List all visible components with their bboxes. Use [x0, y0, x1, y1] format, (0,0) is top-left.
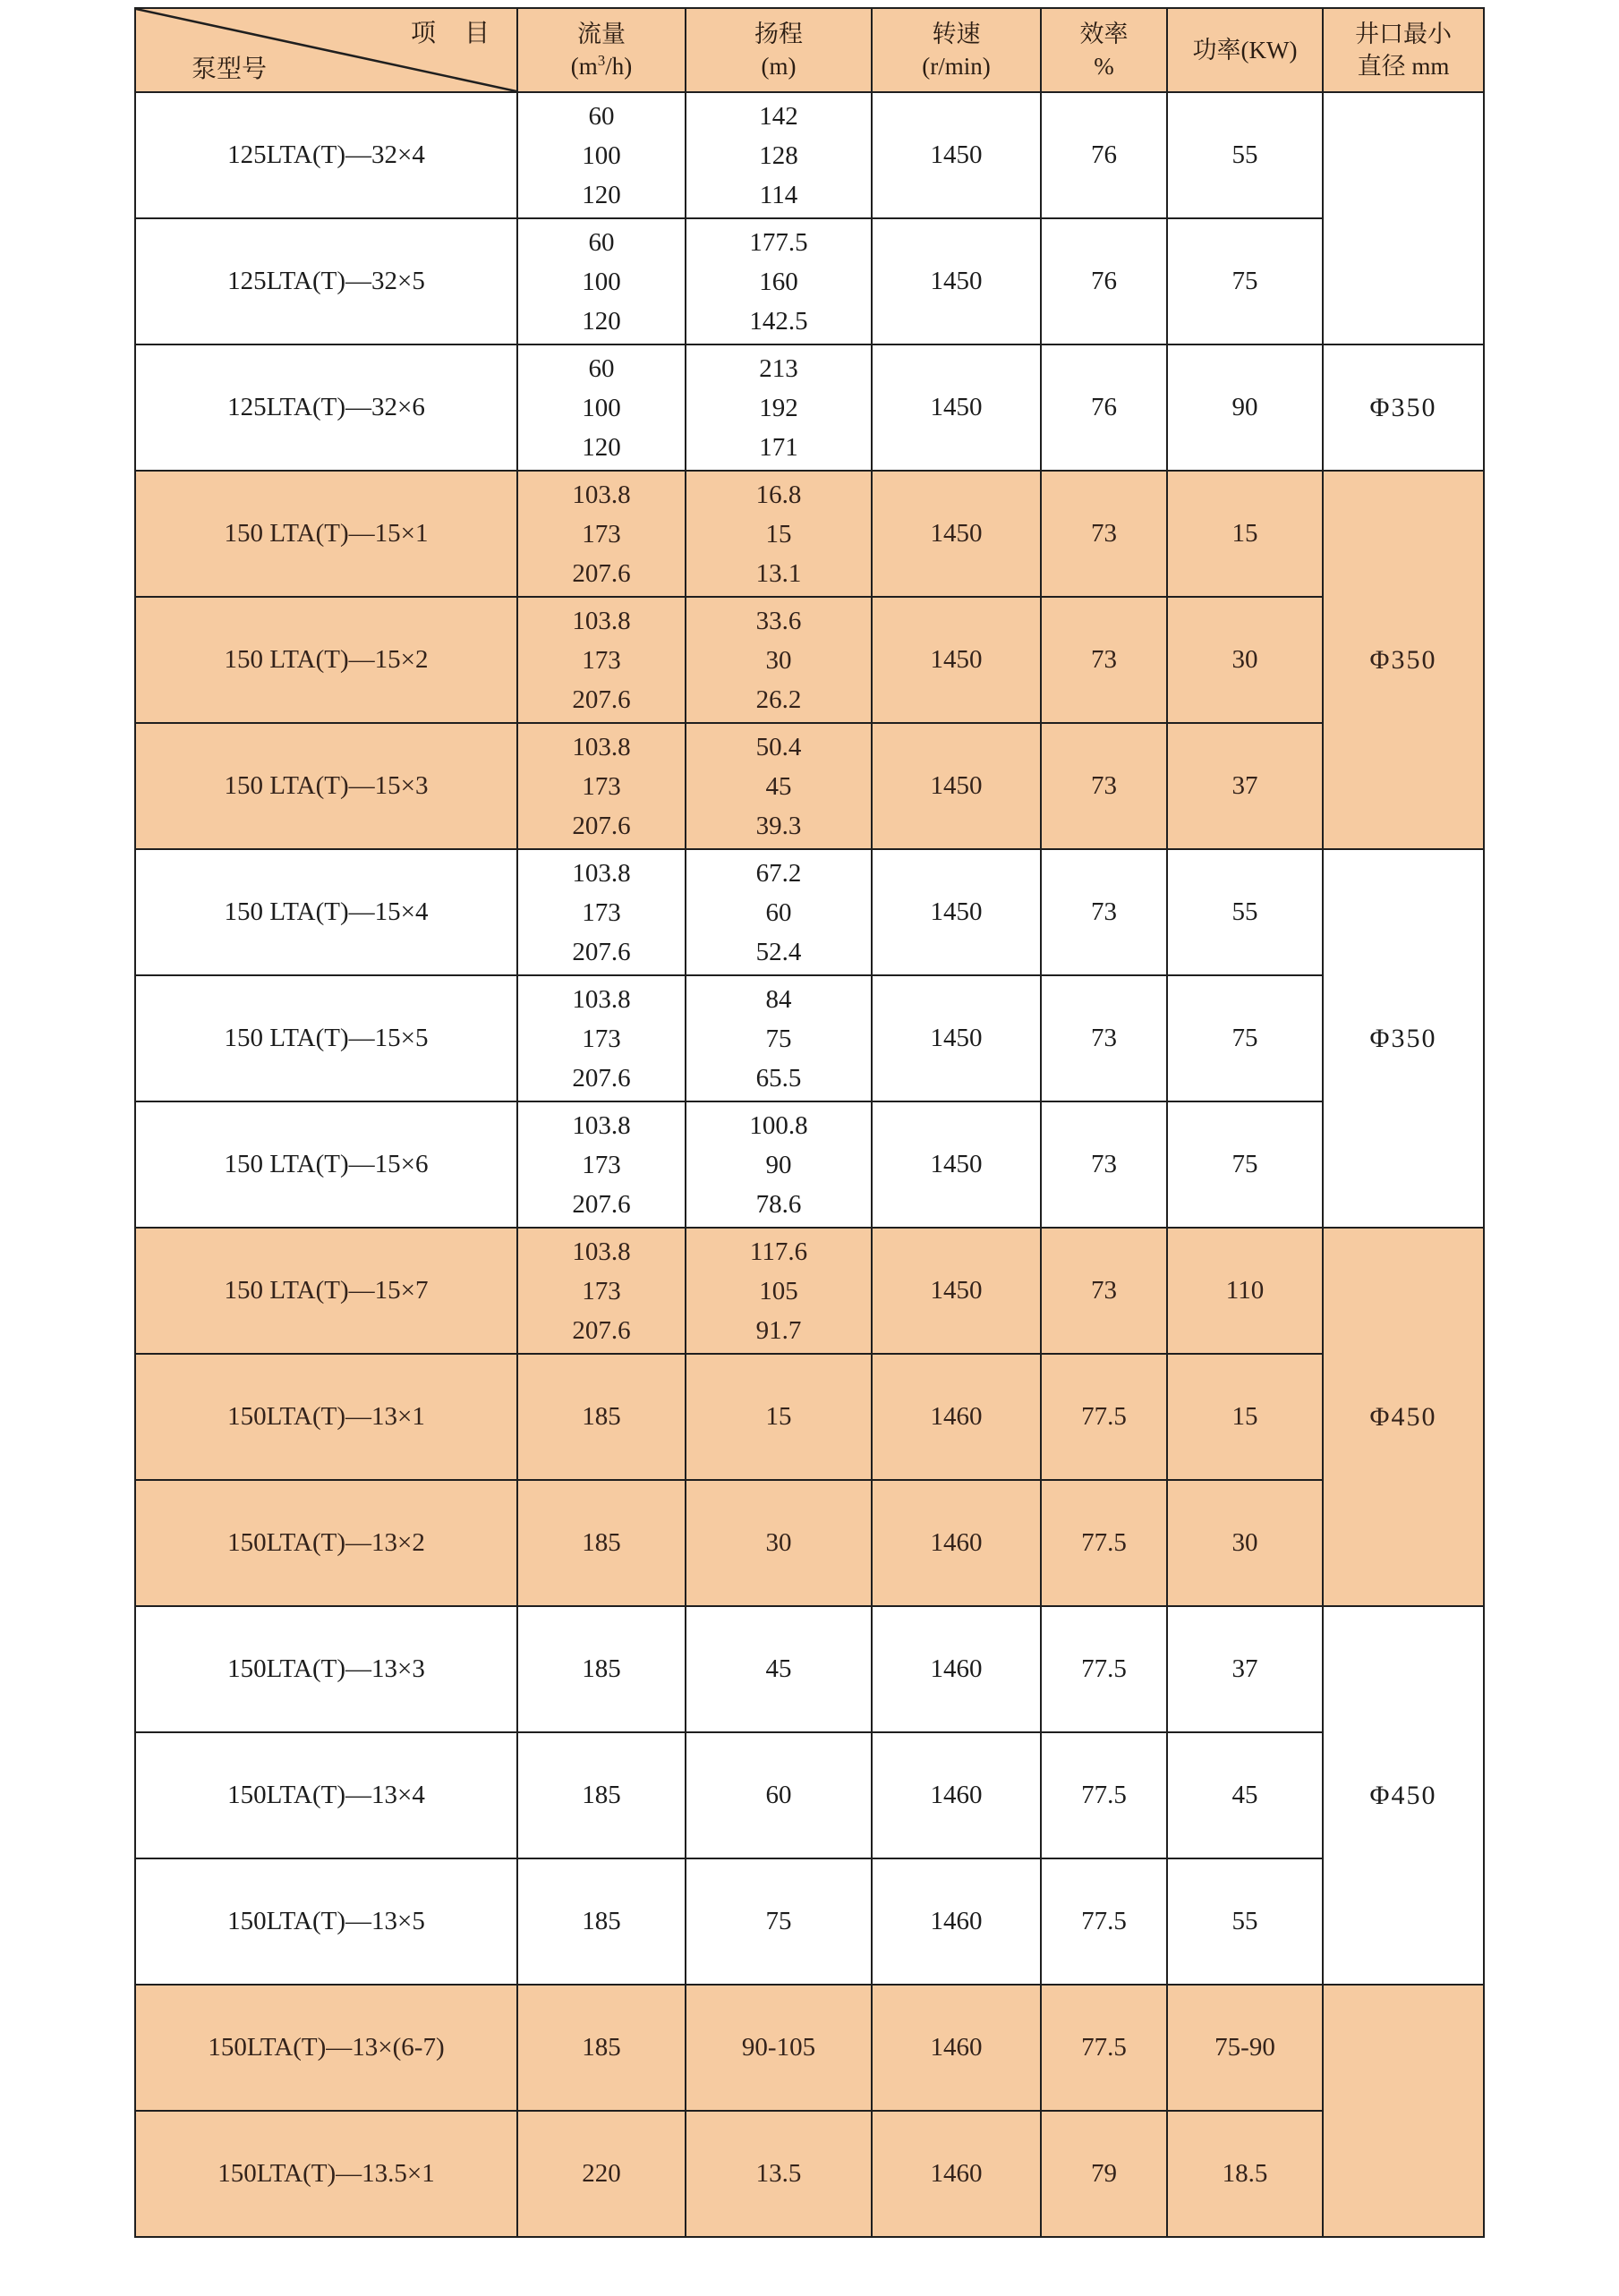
flow-cell [517, 1101, 686, 1228]
power-cell: 30 [1167, 597, 1323, 723]
model-cell: 125LTA(T)—32×5 [135, 218, 517, 344]
power-cell: 45 [1167, 1732, 1323, 1858]
flow-cell: 185 [517, 1985, 686, 2111]
value-line: 60 [588, 101, 615, 131]
flow-cell: 185 [517, 1354, 686, 1480]
head-cell [686, 723, 872, 849]
value-line: 78.6 [755, 1189, 802, 1219]
value-line: 207.6 [572, 685, 631, 714]
efficiency-cell: 76 [1041, 92, 1167, 218]
speed-cell: 1450 [872, 92, 1041, 218]
table-row [135, 92, 1484, 218]
value-line: 45 [765, 771, 792, 801]
flow-cell: 185 [517, 1606, 686, 1732]
efficiency-cell: 76 [1041, 344, 1167, 471]
value-line: 128 [759, 140, 798, 170]
speed-cell: 1460 [872, 1858, 1041, 1985]
model-cell: 150LTA(T)—13×(6-7) [135, 1985, 517, 2111]
value-line: 60 [588, 353, 615, 383]
header-efficiency-unit: % [1094, 53, 1114, 80]
power-cell: 110 [1167, 1228, 1323, 1354]
model-cell: 150 LTA(T)—15×4 [135, 849, 517, 975]
power-cell: 30 [1167, 1480, 1323, 1606]
value-line: 65.5 [755, 1063, 802, 1093]
value-line: 13.1 [755, 558, 802, 588]
flow-cell [517, 597, 686, 723]
flow-cell [517, 92, 686, 218]
power-cell: 55 [1167, 92, 1323, 218]
table-row [135, 344, 1484, 471]
table-row [135, 723, 1484, 849]
value-line: 105 [759, 1276, 798, 1305]
speed-cell: 1450 [872, 597, 1041, 723]
speed-cell: 1450 [872, 1101, 1041, 1228]
value-line: 173 [582, 897, 621, 927]
efficiency-cell: 73 [1041, 471, 1167, 597]
efficiency-cell: 77.5 [1041, 1858, 1167, 1985]
value-line: 52.4 [755, 937, 802, 966]
value-line: 100 [582, 393, 621, 422]
head-cell [686, 597, 872, 723]
value-line: 67.2 [755, 858, 802, 888]
power-cell: 75 [1167, 218, 1323, 344]
efficiency-cell: 77.5 [1041, 1606, 1167, 1732]
power-cell: 55 [1167, 1858, 1323, 1985]
model-cell: 150 LTA(T)—15×5 [135, 975, 517, 1101]
well-diameter-cell [1323, 92, 1484, 344]
efficiency-cell: 73 [1041, 723, 1167, 849]
table-row [135, 849, 1484, 975]
header-speed [872, 8, 1041, 92]
flow-cell [517, 975, 686, 1101]
value-line: 173 [582, 645, 621, 675]
speed-cell: 1450 [872, 471, 1041, 597]
header-row [135, 8, 1484, 92]
value-line: 173 [582, 1024, 621, 1053]
table-row [135, 975, 1484, 1101]
value-line: 207.6 [572, 811, 631, 840]
header-head-unit: (m) [761, 53, 797, 80]
value-line: 103.8 [572, 1237, 631, 1266]
efficiency-cell: 76 [1041, 218, 1167, 344]
value-line: 15 [765, 519, 792, 548]
model-cell: 125LTA(T)—32×4 [135, 92, 517, 218]
value-line: 75 [765, 1024, 792, 1053]
table-row [135, 1101, 1484, 1228]
well-diameter-cell: Φ450 [1323, 1228, 1484, 1606]
value-line: 91.7 [755, 1315, 802, 1345]
well-diameter-cell: Φ350 [1323, 471, 1484, 849]
efficiency-cell: 77.5 [1041, 1985, 1167, 2111]
table-row [135, 1732, 1484, 1858]
value-line: 213 [759, 353, 798, 383]
head-cell: 15 [686, 1354, 872, 1480]
table-row [135, 1228, 1484, 1354]
value-line: 117.6 [749, 1237, 808, 1266]
flow-cell [517, 471, 686, 597]
value-line: 39.3 [755, 811, 802, 840]
header-flow-unit: $(m^3/h)$ [570, 52, 633, 80]
flow-cell: 185 [517, 1480, 686, 1606]
head-cell [686, 344, 872, 471]
flow-cell [517, 1228, 686, 1354]
header-well-line2: 直径 mm [1357, 53, 1450, 80]
head-cell [686, 218, 872, 344]
value-line: 60 [765, 897, 792, 927]
model-cell: 150 LTA(T)—15×6 [135, 1101, 517, 1228]
flow-cell: 185 [517, 1858, 686, 1985]
value-line: 173 [582, 1276, 621, 1305]
table-row [135, 1354, 1484, 1480]
head-cell [686, 975, 872, 1101]
power-cell: 15 [1167, 1354, 1323, 1480]
head-cell [686, 1228, 872, 1354]
header-head [686, 8, 872, 92]
header-flow-title: 流量 [577, 21, 626, 47]
head-cell: 90-105 [686, 1985, 872, 2111]
header-efficiency [1041, 8, 1167, 92]
flow-cell [517, 849, 686, 975]
model-cell: 150 LTA(T)—15×3 [135, 723, 517, 849]
power-cell: 75 [1167, 975, 1323, 1101]
header-flow [517, 8, 686, 92]
speed-cell: 1460 [872, 2111, 1041, 2237]
efficiency-cell: 73 [1041, 975, 1167, 1101]
table-row [135, 597, 1484, 723]
well-diameter-cell [1323, 1985, 1484, 2237]
value-line: 103.8 [572, 984, 631, 1014]
model-cell: 150LTA(T)—13×2 [135, 1480, 517, 1606]
value-line: 207.6 [572, 1315, 631, 1345]
value-line: 142.5 [749, 306, 808, 336]
header-well-line1: 井口最小 [1355, 21, 1452, 47]
speed-cell: 1450 [872, 344, 1041, 471]
value-line: 90 [765, 1150, 792, 1179]
value-line: 160 [759, 267, 798, 296]
efficiency-cell: 73 [1041, 597, 1167, 723]
value-line: 50.4 [755, 732, 802, 761]
speed-cell: 1450 [872, 1228, 1041, 1354]
efficiency-cell: 79 [1041, 2111, 1167, 2237]
value-line: 171 [759, 432, 798, 462]
efficiency-cell: 77.5 [1041, 1480, 1167, 1606]
header-speed-unit: (r/min) [922, 53, 991, 80]
value-line: 103.8 [572, 606, 631, 635]
header-speed-title: 转速 [932, 21, 981, 47]
value-line: 142 [759, 101, 798, 131]
head-cell [686, 471, 872, 597]
power-cell: 75 [1167, 1101, 1323, 1228]
header-power [1167, 8, 1323, 92]
model-cell: 150 LTA(T)—15×2 [135, 597, 517, 723]
speed-cell: 1460 [872, 1480, 1041, 1606]
power-cell: 37 [1167, 1606, 1323, 1732]
header-model-label: 泵型号 [192, 55, 268, 83]
head-cell: 60 [686, 1732, 872, 1858]
speed-cell: 1460 [872, 1732, 1041, 1858]
speed-cell: 1460 [872, 1354, 1041, 1480]
head-cell: 30 [686, 1480, 872, 1606]
speed-cell: 1450 [872, 723, 1041, 849]
model-cell: 150LTA(T)—13×3 [135, 1606, 517, 1732]
model-cell: 150LTA(T)—13×5 [135, 1858, 517, 1985]
value-line: 100 [582, 267, 621, 296]
power-cell: 55 [1167, 849, 1323, 975]
model-cell: 150 LTA(T)—15×1 [135, 471, 517, 597]
value-line: 100.8 [749, 1110, 808, 1140]
value-line: 30 [765, 645, 792, 675]
speed-cell: 1460 [872, 1985, 1041, 2111]
flow-cell: 185 [517, 1732, 686, 1858]
table-row [135, 1985, 1484, 2111]
value-line: 207.6 [572, 558, 631, 588]
model-cell: 150LTA(T)—13×1 [135, 1354, 517, 1480]
head-cell: 13.5 [686, 2111, 872, 2237]
value-line: 33.6 [755, 606, 802, 635]
value-line: 173 [582, 1150, 621, 1179]
header-head-title: 扬程 [754, 21, 803, 47]
value-line: 207.6 [572, 1189, 631, 1219]
flow-cell: 220 [517, 2111, 686, 2237]
value-line: 177.5 [749, 227, 808, 257]
value-line: 120 [582, 306, 621, 336]
value-line: 120 [582, 432, 621, 462]
well-diameter-cell: Φ350 [1323, 849, 1484, 1228]
model-cell: 150 LTA(T)—15×7 [135, 1228, 517, 1354]
efficiency-cell: 73 [1041, 1101, 1167, 1228]
head-cell [686, 92, 872, 218]
flow-cell [517, 218, 686, 344]
header-efficiency-title: 效率 [1079, 21, 1129, 47]
header-well-diameter [1323, 8, 1484, 92]
flow-cell [517, 723, 686, 849]
value-line: 207.6 [572, 1063, 631, 1093]
value-line: 114 [759, 180, 798, 209]
value-line: 103.8 [572, 732, 631, 761]
pump-spec-table [134, 7, 1485, 2238]
speed-cell: 1450 [872, 975, 1041, 1101]
table-row [135, 1606, 1484, 1732]
table-row [135, 2111, 1484, 2237]
value-line: 103.8 [572, 1110, 631, 1140]
model-cell: 150LTA(T)—13.5×1 [135, 2111, 517, 2237]
efficiency-cell: 73 [1041, 1228, 1167, 1354]
power-cell: 15 [1167, 471, 1323, 597]
header-corner-cell [135, 8, 517, 92]
value-line: 192 [759, 393, 798, 422]
power-cell: 75-90 [1167, 1985, 1323, 2111]
value-line: 16.8 [755, 480, 802, 509]
header-power-title: 功率(KW) [1192, 37, 1298, 64]
power-cell: 37 [1167, 723, 1323, 849]
value-line: 84 [765, 984, 792, 1014]
value-line: 60 [588, 227, 615, 257]
efficiency-cell: 77.5 [1041, 1354, 1167, 1480]
value-line: 26.2 [755, 685, 802, 714]
value-line: 207.6 [572, 937, 631, 966]
value-line: 173 [582, 519, 621, 548]
value-line: 100 [582, 140, 621, 170]
efficiency-cell: 73 [1041, 849, 1167, 975]
table-row [135, 1480, 1484, 1606]
well-diameter-cell: Φ450 [1323, 1606, 1484, 1985]
value-line: 173 [582, 771, 621, 801]
value-line: 120 [582, 180, 621, 209]
table-row [135, 218, 1484, 344]
speed-cell: 1450 [872, 218, 1041, 344]
head-cell [686, 849, 872, 975]
table-row [135, 1858, 1484, 1985]
power-cell: 90 [1167, 344, 1323, 471]
flow-cell [517, 344, 686, 471]
efficiency-cell: 77.5 [1041, 1732, 1167, 1858]
speed-cell: 1460 [872, 1606, 1041, 1732]
well-diameter-cell: Φ350 [1323, 344, 1484, 471]
head-cell [686, 1101, 872, 1228]
value-line: 103.8 [572, 480, 631, 509]
value-line: 103.8 [572, 858, 631, 888]
table-row [135, 471, 1484, 597]
head-cell: 75 [686, 1858, 872, 1985]
model-cell: 150LTA(T)—13×4 [135, 1732, 517, 1858]
power-cell: 18.5 [1167, 2111, 1323, 2237]
header-item-label: 项 目 [410, 20, 491, 47]
speed-cell: 1450 [872, 849, 1041, 975]
head-cell: 45 [686, 1606, 872, 1732]
model-cell: 125LTA(T)—32×6 [135, 344, 517, 471]
